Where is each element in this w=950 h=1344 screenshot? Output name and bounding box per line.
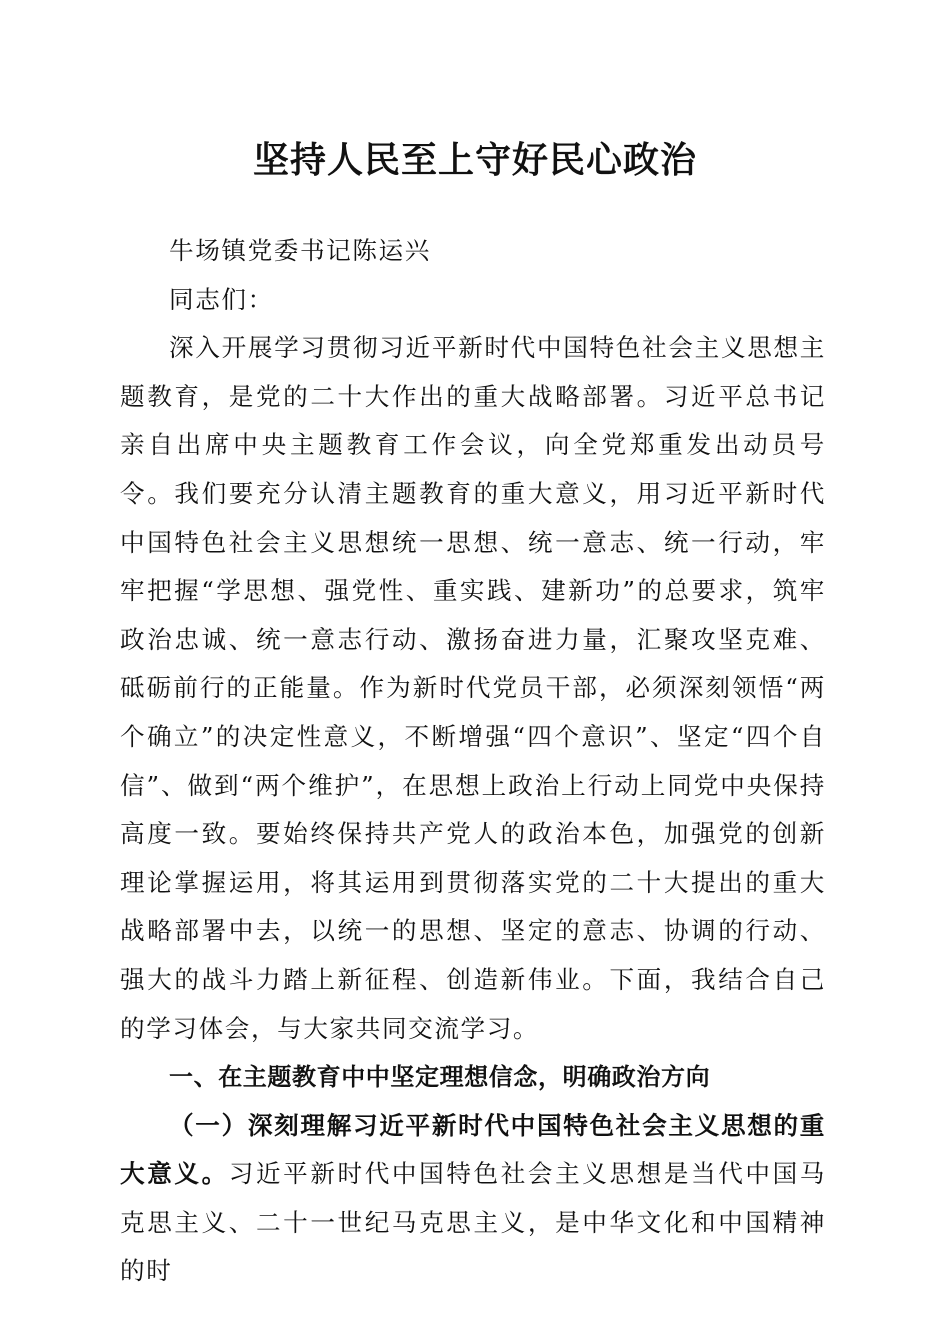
document-body xyxy=(120,227,826,1296)
subsection-paragraph xyxy=(120,1102,826,1296)
subsection-heading: （一）深刻理解习近平新时代中国特色社会主义思想的重大意义。 xyxy=(120,1110,826,1189)
document-title: 坚持人民至上守好民心政治 xyxy=(252,139,697,181)
section-heading: 一、在主题教育中中坚定理想信念，明确政治方向 xyxy=(169,1063,711,1092)
intro-paragraph: 深入开展学习贯彻习近平新时代中国特色社会主义思想主题教育，是党的二十大作出的重大战略部署。习近平总书记亲自出席中央主题教育工作会议，向全党郑重发出动员号令。我们要充分认清主题教育的重大意义，用习近平新时代中国特色社会主义思想统一思想、统一意志、统一行动，牢牢把握“学思想、强党性、重实践、建新功”的总要求，筑牢政治忠诚、统一意志行动、激扬奋进力量，汇聚攻坚克难、砥砺前行的正能量。作为新时代党员干部，必须深刻领悟“两个确立”的决定性意义，不断增强“四个意识”、坚定“四个自信”、做到“两个维护”，在思想上政治上行动上同党中央保持高度一致。要始终保持共产党人的政治本色，加强党的创新理论掌握运用，将其运用到贯彻落实党的二十大提出的重大战略部署中去，以统一的思想、坚定的意志、协调的行动、强大的战斗力踏上新征程、创造新伟业。下面，我结合自己的学习体会，与大家共同交流学习。 xyxy=(120,333,826,1043)
author-line: 牛场镇党委书记陈运兴 xyxy=(169,236,431,265)
subsection-text: 习近平新时代中国特色社会主义思想是当代中国马克思主义、二十一世纪马克思主义，是中华文化和中国精神的时 xyxy=(120,1159,827,1286)
salutation: 同志们： xyxy=(169,284,274,314)
